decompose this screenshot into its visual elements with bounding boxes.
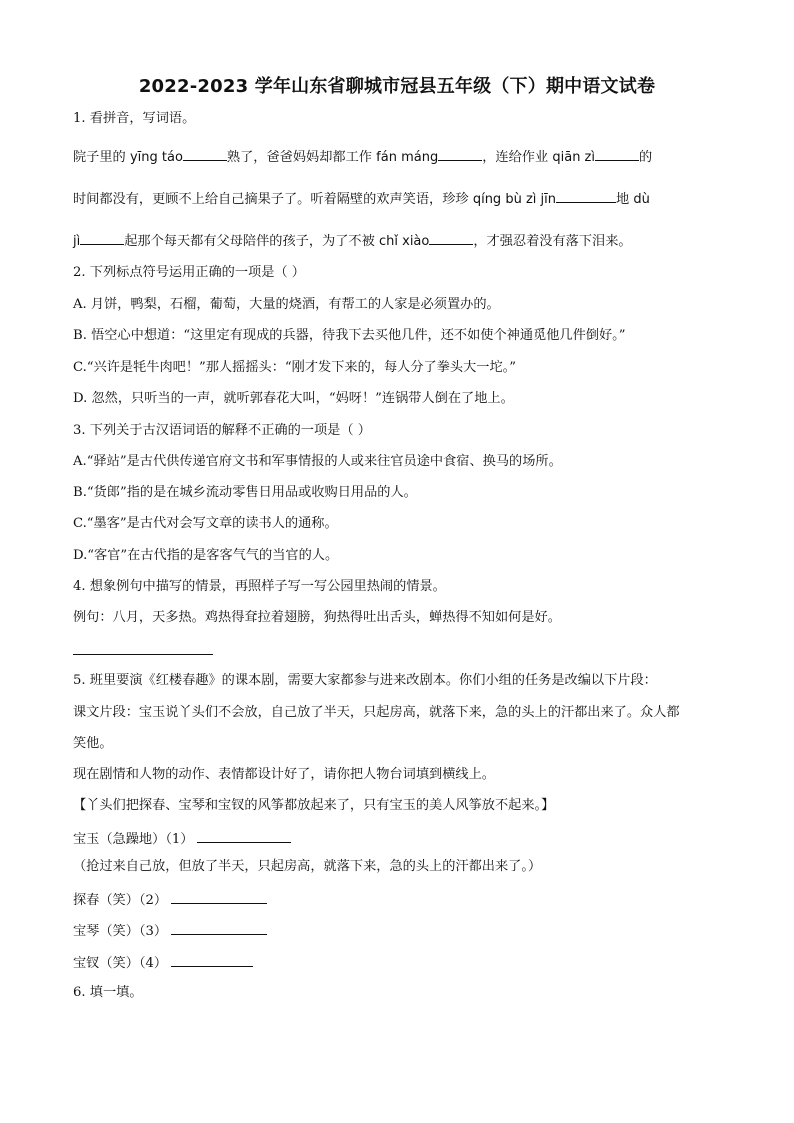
q1-line-1 [73,147,652,167]
q5-line-baochai [73,953,253,973]
answer-blank[interactable] [429,231,473,245]
answer-blank[interactable] [183,147,227,161]
q3-option-a: A.“驿站”是古代供传递官府文书和军事情报的人或来往官员途中食宿、换马的场所。 [73,454,562,469]
answer-blank[interactable] [556,189,616,203]
q4-example: 例句：八月，天多热。鸡热得耷拉着翅膀，狗热得吐出舌头，蝉热得不知如何是好。 [73,610,561,625]
pinyin: qiān zì [552,150,595,165]
q1-text: ，才强忍着没有落下泪来。 [473,234,632,249]
q6-heading: 6. 填一填。 [73,985,143,1000]
pinyin: yīng táo [129,150,183,165]
q2-option-d: D. 忽然，只听当的一声，就听郭春花大叫，“妈呀！”连锅带人倒在了地上。 [73,391,514,406]
pinyin: fán máng [376,150,439,165]
q2-option-b: B. 悟空心中想道：“这里定有现成的兵器，待我下去买他几件，还不如使个神通觅他几件倒好。” [73,328,626,343]
q5-passage-1: 课文片段：宝玉说丫头们不会放，自己放了半天，只起房高，就落下来，急的头上的汗都出来了。众人都 [73,705,680,720]
q1-line-3 [73,231,632,251]
answer-blank[interactable] [171,890,267,904]
q1-heading: 1. 看拼音，写词语。 [73,111,196,126]
q2-option-a: A. 月饼，鸭梨，石榴，葡萄，大量的烧酒，有帮工的人家是必须置办的。 [73,297,500,312]
q5-instruction: 现在剧情和人物的动作、表情都设计好了，请你把人物台词填到横线上。 [73,767,495,782]
q5-speaker: 宝钗（笑）（4） [73,956,168,971]
q1-text: 熟了，爸爸妈妈却都工作 [226,150,372,165]
answer-blank[interactable] [171,953,253,967]
q1-text: 地 [615,192,630,207]
q5-line-baoyu [73,829,291,849]
answer-blank[interactable] [80,231,124,245]
pinyin: dù [633,192,650,207]
q1-text: 院子里的 [73,150,126,165]
q5-speaker: 宝玉（急躁地）（1） [73,832,194,847]
q5-line-tanchun [73,890,267,910]
q2-option-c: C.“兴许是牦牛肉吧！”那人摇摇头：“刚才发下来的，每人分了拳头大一坨。” [73,360,516,375]
q1-text: 时间都没有，更顾不上给自己摘果子了。听着隔壁的欢声笑语，珍珍 [73,192,469,207]
q3-option-b: B.“货郎”指的是在城乡流动零售日用品或收购日用品的人。 [73,485,417,500]
answer-blank[interactable] [595,147,639,161]
q5-heading: 5. 班里要演《红楼春趣》的课本剧，需要大家都参与进来改剧本。你们小组的任务是改编以下片段： [73,673,657,688]
q3-option-d: D.“客官”在古代指的是客客气气的当官的人。 [73,548,339,563]
q5-speaker: 探春（笑）（2） [73,893,168,908]
answer-blank[interactable] [438,147,482,161]
q1-line-2 [73,189,650,209]
answer-blank[interactable] [171,921,267,935]
q5-passage-2: 笑他。 [73,736,113,751]
page-title: 2022-2023 学年山东省聊城市冠县五年级（下）期中语文试卷 [138,76,656,97]
pinyin: qíng bù zì jīn [472,192,556,207]
pinyin: jì [73,234,81,249]
q3-heading: 3. 下列关于古汉语词语的解释不正确的一项是（ ） [73,423,371,438]
q2-heading: 2. 下列标点符号运用正确的一项是（ ） [73,265,305,280]
q1-text: ，连给作业 [482,150,549,165]
q4-answer-line[interactable] [73,654,213,655]
q5-scene: 【丫头们把探春、宝琴和宝钗的风筝都放起来了，只有宝玉的美人风筝放不起来。】 [73,798,555,813]
q5-line-baoqin [73,921,267,941]
pinyin: chǐ xiào [379,234,430,249]
q5-speaker: 宝琴（笑）（3） [73,924,168,939]
q5-stage-direction: （抢过来自己放，但放了半天，只起房高，就落下来，急的头上的汗都出来了。） [73,859,542,874]
q3-option-c: C.“墨客”是古代对会写文章的读书人的通称。 [73,516,338,531]
q1-text: 起那个每天都有父母陪伴的孩子，为了不被 [124,234,375,249]
answer-blank[interactable] [197,829,291,843]
q1-text: 的 [639,150,653,165]
q4-heading: 4. 想象例句中描写的情景，再照样子写一写公园里热闹的情景。 [73,579,446,594]
